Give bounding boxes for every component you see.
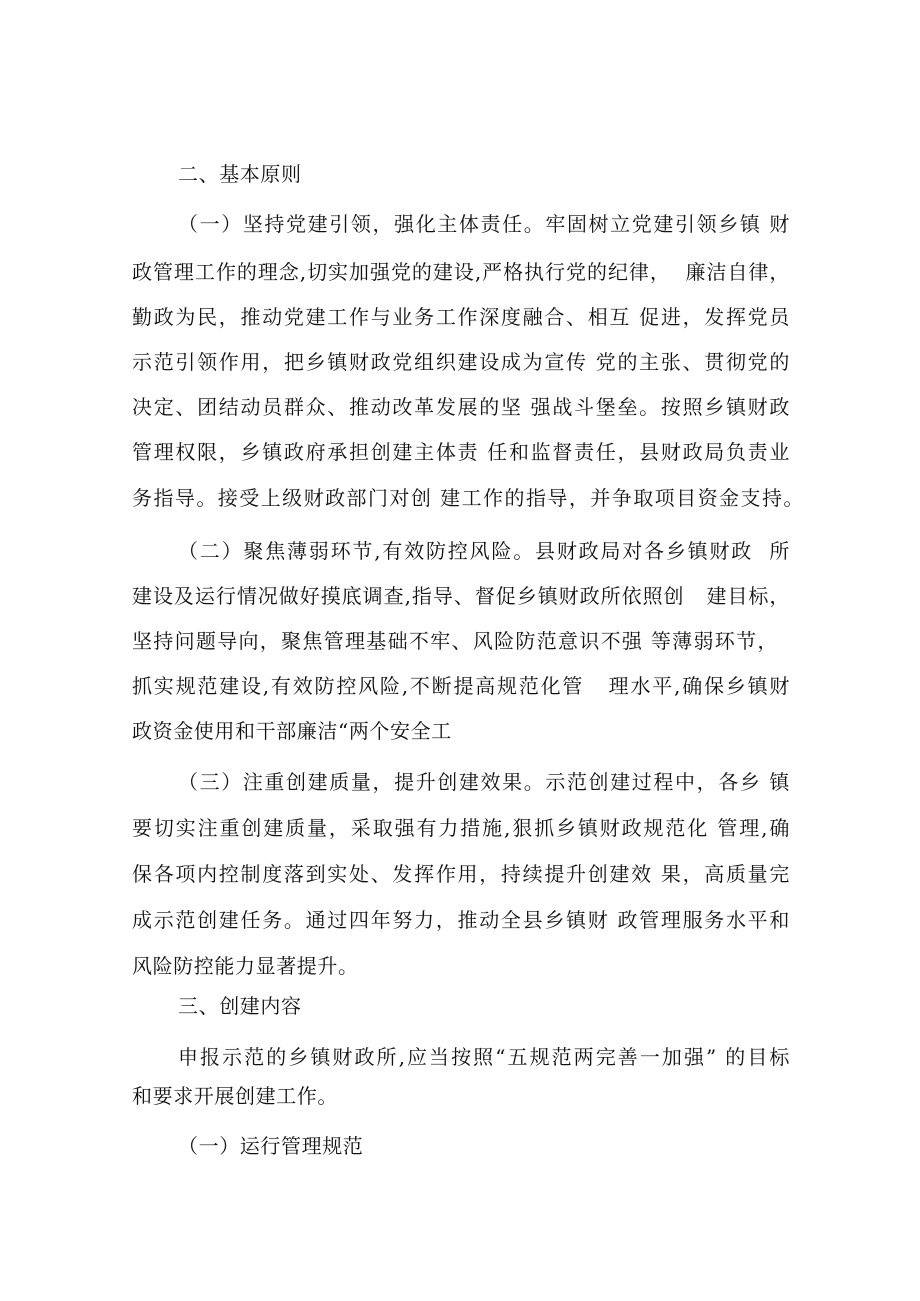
paragraph-line: 政管理工作的理念,切实加强党的建设,严格执行党的纪律， 廉洁自律， bbox=[132, 260, 790, 284]
paragraph-line: 保各项内控制度落到实处、发挥作用，持续提升创建效 果，高质量完 bbox=[132, 862, 790, 886]
subsection-heading: （一）运行管理规范 bbox=[178, 1134, 364, 1158]
section-heading-principles: 二、基本原则 bbox=[178, 162, 302, 186]
paragraph-line: （三）注重创建质量，提升创建效果。示范创建过程中，各乡 镇 bbox=[178, 770, 790, 794]
paragraph-line: 和要求开展创建工作。 bbox=[132, 1084, 338, 1108]
paragraph-line: 务指导。接受上级财政部门对创 建工作的指导，并争取项目资金支持。 bbox=[132, 486, 804, 510]
paragraph-line: 示范引领作用，把乡镇财政党组织建设成为宣传 党的主张、贯彻党的 bbox=[132, 350, 790, 374]
paragraph-line: 政资金使用和干部廉洁“两个安全工 bbox=[132, 719, 452, 743]
paragraph-line: 申报示范的乡镇财政所,应当按照“五规范两完善一加强” 的目标 bbox=[178, 1045, 790, 1069]
section-heading-content: 三、创建内容 bbox=[178, 994, 302, 1018]
paragraph-line: 勤政为民，推动党建工作与业务工作深度融合、相互 促进，发挥党员 bbox=[132, 305, 790, 329]
paragraph-line: 风险防控能力显著提升。 bbox=[132, 954, 359, 978]
paragraph-line: （二）聚焦薄弱环节,有效防控风险。县财政局对各乡镇财政 所 bbox=[178, 539, 790, 563]
paragraph-line: 建设及运行情况做好摸底调查,指导、督促乡镇财政所依照创 建目标， bbox=[132, 584, 790, 608]
paragraph-line: 决定、团结动员群众、推动改革发展的坚 强战斗堡垒。按照乡镇财政 bbox=[132, 395, 790, 419]
paragraph-line: 成示范创建任务。通过四年努力，推动全县乡镇财 政管理服务水平和 bbox=[132, 908, 790, 932]
paragraph-line: 坚持问题导向，聚焦管理基础不牢、风险防范意识不强 等薄弱环节， bbox=[132, 629, 778, 653]
paragraph-line: 管理权限，乡镇政府承担创建主体责 任和监督责任，县财政局负责业 bbox=[132, 440, 790, 464]
paragraph-line: （一）坚持党建引领，强化主体责任。牢固树立党建引领乡镇 财 bbox=[178, 212, 790, 236]
paragraph-line: 抓实规范建设,有效防控风险,不断提高规范化管 理水平,确保乡镇财 bbox=[132, 674, 790, 698]
paragraph-line: 要切实注重创建质量，采取强有力措施,狠抓乡镇财政规范化 管理,确 bbox=[132, 816, 790, 840]
